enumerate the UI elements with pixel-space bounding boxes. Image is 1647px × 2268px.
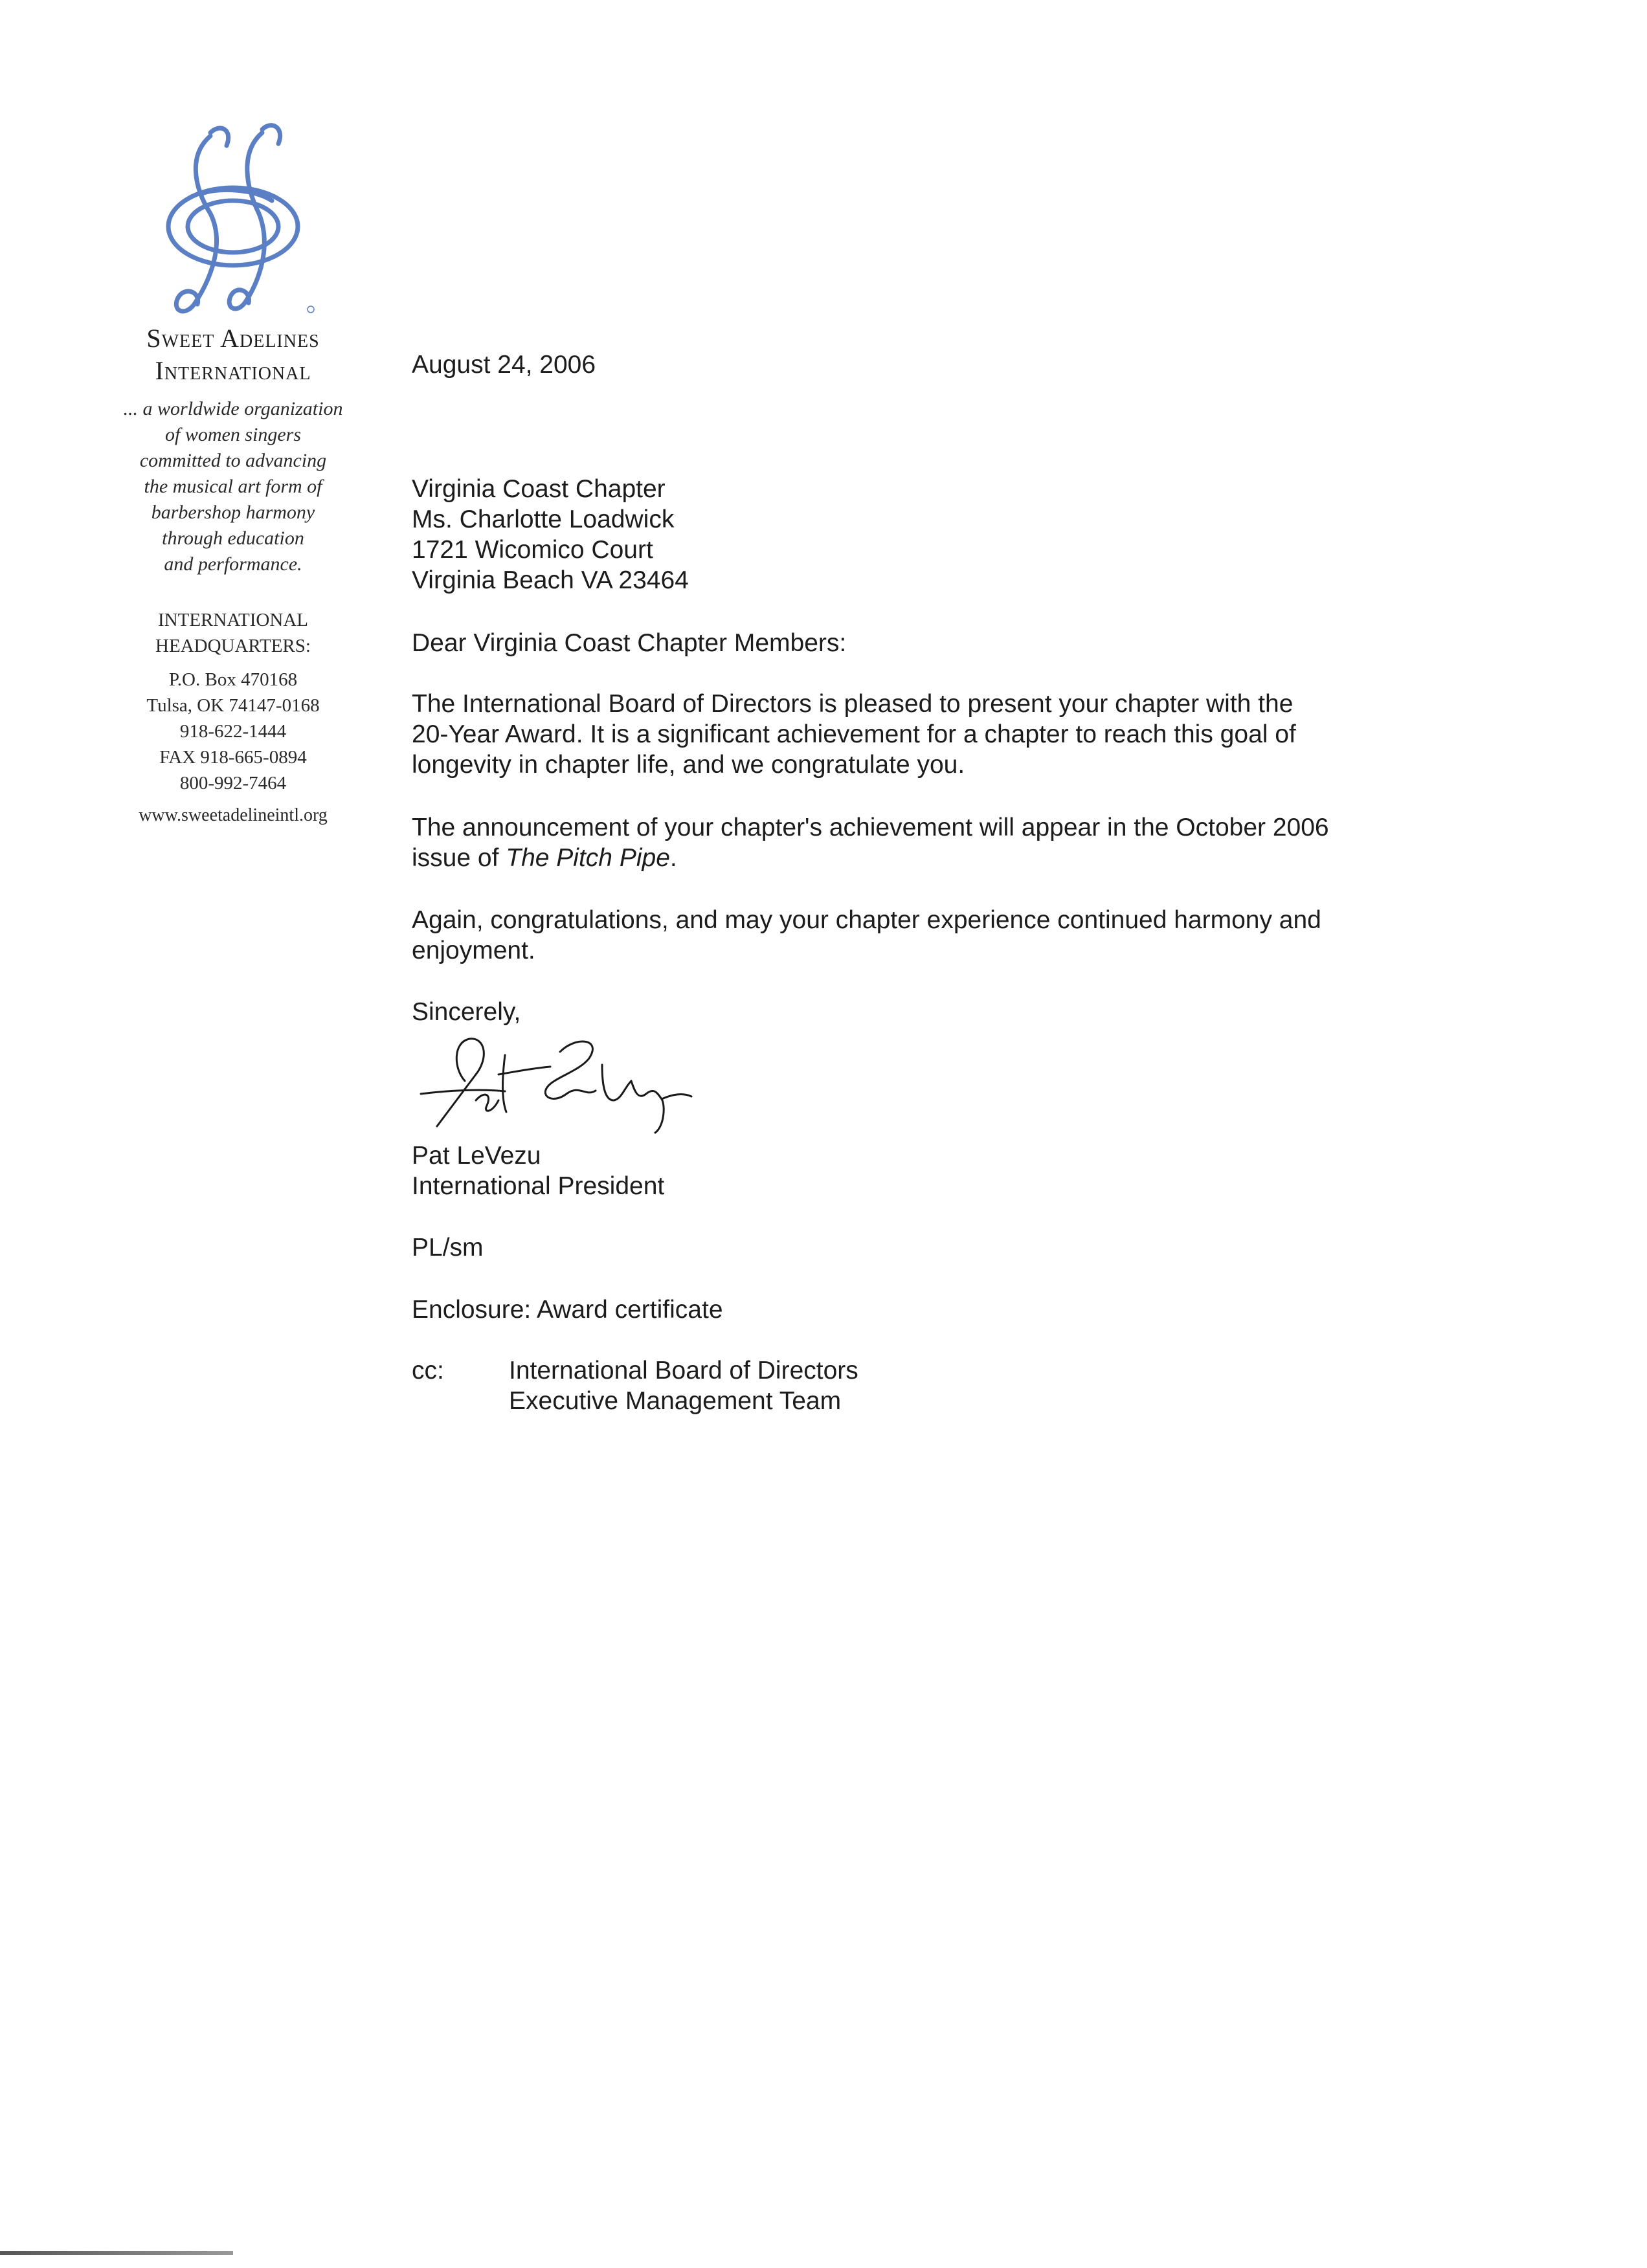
paragraph-line: The International Board of Directors is pleased to present your chapter with the — [412, 690, 1294, 718]
tagline-line: committed to advancing — [139, 450, 327, 471]
sweet-adelines-logo — [149, 117, 317, 324]
address-line: Ms. Charlotte Loadwick — [412, 506, 675, 533]
signature-icon — [408, 1029, 693, 1139]
hq-heading-line: HEADQUARTERS: — [155, 636, 311, 656]
hq-heading-line: INTERNATIONAL — [158, 610, 308, 630]
letter-date: August 24, 2006 — [412, 351, 596, 379]
paragraph-line — [412, 843, 1448, 873]
recipient-address — [412, 474, 1448, 595]
address-line: Virginia Coast Chapter — [412, 475, 666, 503]
paragraph-line: 20-Year Award. It is a significant achievement for a chapter to reach this goal of — [412, 720, 1296, 748]
hq-address-line: P.O. Box 470168 — [168, 669, 298, 690]
organization-name-line-2: International — [155, 356, 311, 385]
issue-prefix: issue of — [412, 844, 506, 872]
tagline-line: and performance. — [164, 553, 302, 575]
address-line: Virginia Beach VA 23464 — [412, 566, 689, 594]
organization-website: www.sweetadelineintl.org — [139, 805, 328, 825]
tagline-line: barbershop harmony — [151, 502, 315, 523]
signer-title: International President — [412, 1172, 665, 1200]
treble-clef-logo-icon — [149, 117, 317, 324]
tagline-line: ... a worldwide organization — [123, 398, 343, 419]
organization-tagline — [97, 396, 369, 577]
scan-edge-artifact — [0, 2251, 233, 2255]
paragraph-line: longevity in chapter life, and we congratulate you. — [412, 751, 965, 779]
paragraph-line: The announcement of your chapter's achievement will appear in the October 2006 — [412, 814, 1329, 841]
cc-recipient: International Board of Directors — [509, 1357, 858, 1384]
publication-title: The Pitch Pipe — [506, 844, 670, 872]
closing: Sincerely, — [412, 998, 521, 1026]
hq-address-line: Tulsa, OK 74147-0168 — [146, 695, 320, 716]
paragraph-award — [412, 689, 1448, 780]
cc-recipient: Executive Management Team — [509, 1387, 842, 1415]
paragraph-line: Again, congratulations, and may your chapter experience continued harmony and — [412, 906, 1321, 934]
signer-block — [412, 1140, 1448, 1201]
cc-list — [509, 1355, 1092, 1416]
tagline-line: the musical art form of — [144, 476, 322, 497]
tagline-line: through education — [162, 528, 304, 549]
tagline-line: of women singers — [165, 424, 301, 445]
paragraph-congratulations — [412, 905, 1448, 966]
salutation: Dear Virginia Coast Chapter Members: — [412, 629, 847, 657]
issue-suffix: . — [669, 844, 677, 872]
organization-name — [97, 322, 369, 387]
typist-initials: PL/sm — [412, 1234, 484, 1262]
hq-fax: FAX 918-665-0894 — [159, 747, 307, 768]
headquarters-block — [97, 607, 369, 796]
signer-name: Pat LeVezu — [412, 1142, 541, 1170]
hq-toll-free: 800-992-7464 — [179, 773, 287, 794]
cc-label: cc: — [412, 1357, 444, 1384]
hq-phone: 918-622-1444 — [179, 721, 287, 742]
address-line: 1721 Wicomico Court — [412, 536, 653, 564]
paragraph-line: enjoyment. — [412, 937, 535, 964]
organization-name-line-1: Sweet Adelines — [146, 324, 320, 353]
handwritten-signature — [408, 1029, 693, 1139]
enclosure-line: Enclosure: Award certificate — [412, 1296, 723, 1324]
paragraph-announcement — [412, 812, 1448, 873]
